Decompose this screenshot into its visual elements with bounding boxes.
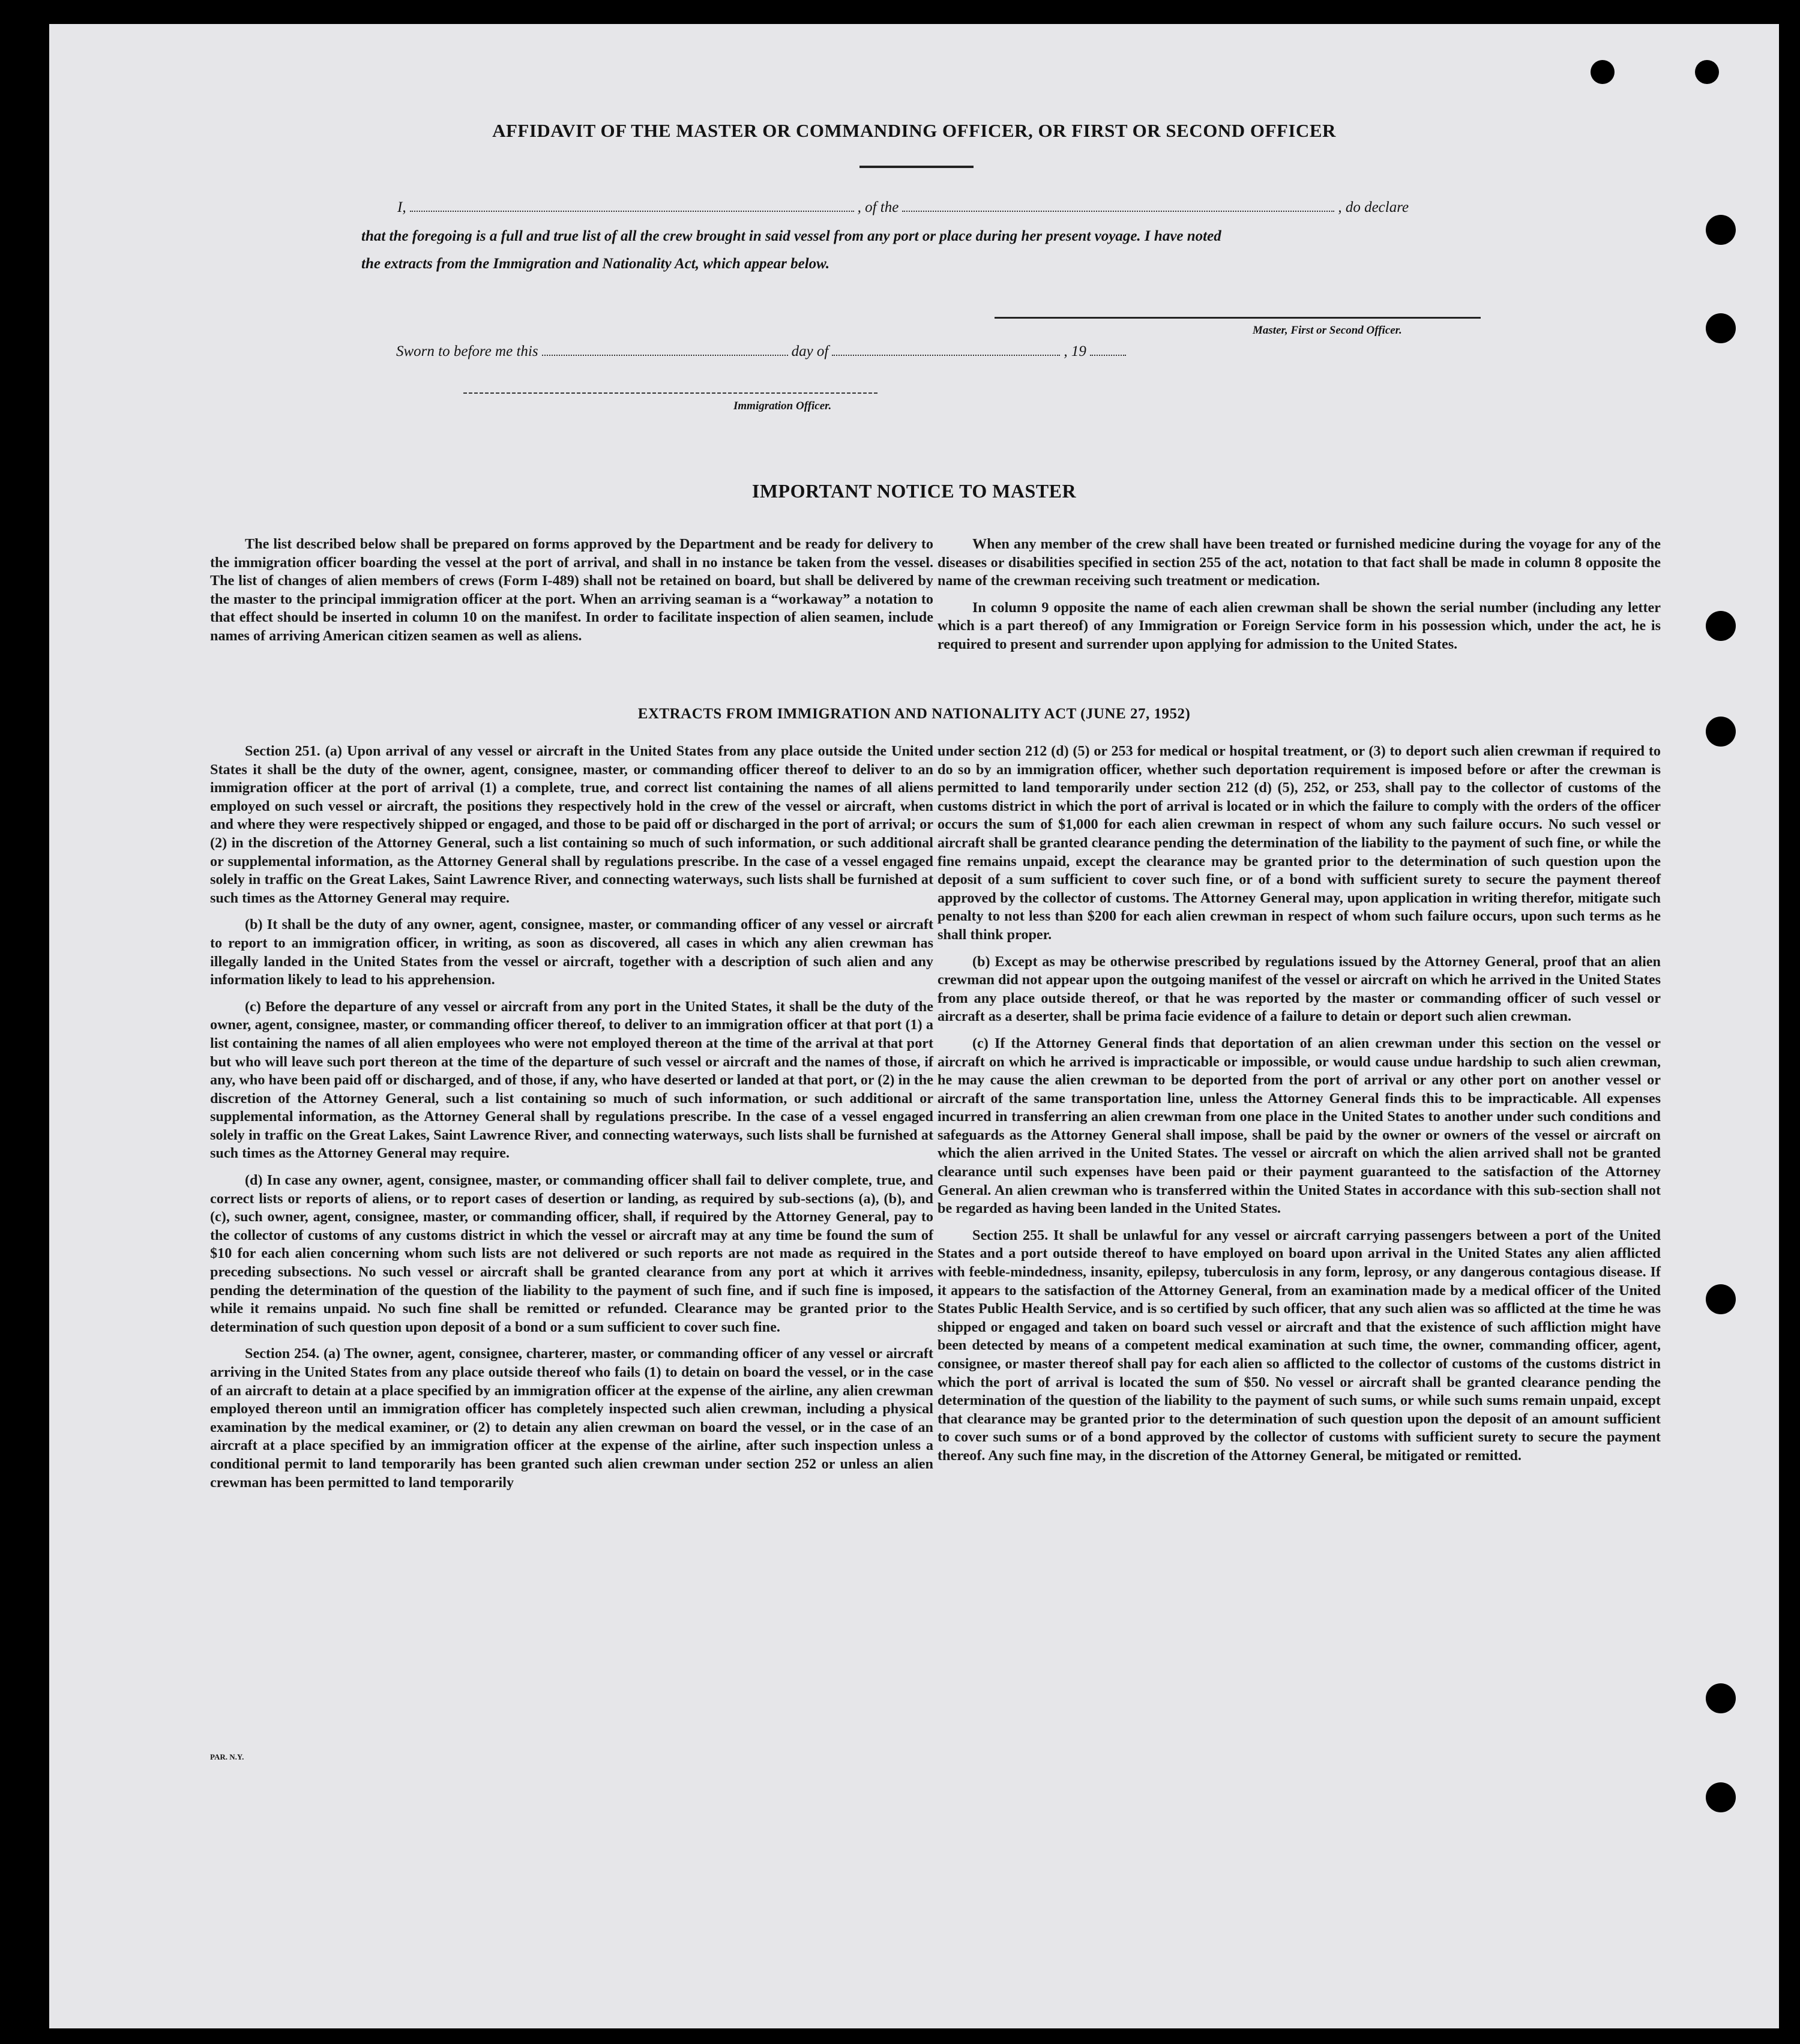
punch-hole (1706, 1683, 1736, 1713)
notice-right-column (938, 535, 1661, 663)
extracts-title: EXTRACTS FROM IMMIGRATION AND NATIONALITY ACT (JUNE 27, 1952) (637, 706, 1191, 722)
title-rule (859, 166, 974, 168)
punch-hole (1706, 611, 1736, 641)
sworn-start: Sworn to before me this (396, 343, 538, 359)
punch-hole (1695, 60, 1719, 84)
sworn-day-field[interactable] (542, 354, 788, 356)
extract-left-paragraph: Section 251. (a) Upon arrival of any vessel or aircraft in the United States from any place outside the United States it shall be the duty of the owner, agent, consignee, master, or commanding officer thereof to deliver to an immigration officer at the port of arrival (1) a complete, true, and correct list containing the names of all aliens employed on such vessel or aircraft, the positions they respectively hold in the crew of the vessel or aircraft, when and where they were respectively shipped or engaged, and those to be paid off or discharged in the port of arrival; or (2) in the discretion of the Attorney General, such a list containing so much of such information, or such additional or supplemental information, as the Attorney General shall by regulations prescribe. In the case of a vessel engaged solely in traffic on the Great Lakes, Saint Lawrence River, and connecting waterways, such lists shall be furnished at such times as the Attorney General may require. (210, 743, 933, 906)
punch-hole (1706, 1782, 1736, 1812)
line1-mid: , of the (857, 199, 899, 215)
affidavit-line-3: the extracts from the Immigration and Nationality Act, which appear below. (361, 256, 830, 272)
extract-left-paragraph: (c) Before the departure of any vessel or aircraft from any port in the United States, it shall be the duty of the owner, agent, consignee, master, or commanding officer thereof, to deliver to an immigration officer at that port (1) a list containing the names of all alien employees who were not employed thereon at the time of the arrival at that port but who will leave such port thereon at the time of the departure of such vessel or aircraft and the names of those, if any, who have been paid off or discharged, and of those, if any, who have deserted or landed at that port, or (2) in the discretion of the Attorney General, such a list containing so much of such information, or such additional or supplemental information, as the Attorney General shall by regulations prescribe. In the case of a vessel engaged solely in traffic on the Great Lakes, Saint Lawrence River, and connecting waterways, such lists shall be furnished at such times as the Attorney General may require. (210, 998, 933, 1162)
extract-right-paragraph: (b) Except as may be otherwise prescribed by regulations issued by the Attorney General, proof that an alien crewman did not appear upon the outgoing manifest of the vessel or aircraft on which he arrived in the United States from any place outside thereof, or that he was reported by the master or commanding officer of such vessel or aircraft as a deserter, shall be prima facie evidence of a failure to detain or deport such alien crewman. (938, 953, 1661, 1025)
extract-left-paragraph: (d) In case any owner, agent, consignee, master, or commanding officer shall fail to deliver complete, true, and correct lists or reports of aliens, or to report cases of desertion or landing, as required by sub-sections (a), (b), and (c), such owner, agent, consignee, master, or commanding officer, shall, if required by the Attorney General, pay to the collector of customs of any customs district in which the vessel or aircraft may at any time be found the sum of $10 for each alien concerning whom such lists are not delivered or such reports are not made as required in the preceding subsections. No such vessel or aircraft shall be granted clearance from any port at which it arrives pending the determination of the question of the liability to the payment of such fine, and if such fine is imposed, while it remains unpaid. No such fine shall be remitted or refunded. Clearance may be granted prior to the determination of such question upon deposit of a bond or a sum sufficient to cover such fine. (210, 1172, 933, 1335)
notice-left-column (210, 535, 933, 654)
affidavit-title: AFFIDAVIT OF THE MASTER OR COMMANDING OFFICER, OR FIRST OR SECOND OFFICER (492, 120, 1336, 141)
extract-right-paragraph: (c) If the Attorney General finds that deportation of an alien crewman under this section on the vessel or aircraft on which he arrived is impracticable or impossible, or would cause undue hardship to such alien crewman, he may cause the alien crewman to be deported from the port of arrival or any other port on another vessel or aircraft of the same transportation line, unless the Attorney General finds this to be impracticable. All expenses incurred in transferring an alien crewman from one place in the United States to another under such conditions and safeguards as the Attorney General shall impose, shall be paid by the owner or owners of the vessel or aircraft on which the alien arrived in the United States. The vessel or aircraft on which the alien arrived shall not be granted clearance until such expenses have been paid or their payment guaranteed to the satisfaction of the Attorney General. An alien crewman who is transferred within the United States in accordance with this sub-section shall not be regarded as having been landed in the United States. (938, 1035, 1661, 1217)
notice-title: IMPORTANT NOTICE TO MASTER (751, 480, 1077, 502)
name-blank-field[interactable] (410, 210, 854, 212)
extract-right-paragraph: under section 212 (d) (5) or 253 for medical or hospital treatment, or (3) to deport such alien crewman if required to do so by an immigration officer, whether such deportation requirement is imposed before or after the crewman is permitted to land temporarily under section 212 (d) (5), 252, or 253, shall pay to the collector of customs of the customs district in which the port of arrival is located or in which the failure to comply with the orders of the officer occurs the sum of $1,000 for each alien crewman in respect of whom any such failure occurs. No such vessel or aircraft shall be granted clearance pending the determination of the liability to the payment of such fine, or while the fine remains unpaid, except the clearance may be granted prior to the determination of such question upon the deposit of a sum sufficient to cover such fine, or of a bond with sufficient surety to secure the payment thereof approved by the collector of customs. The Attorney General may, upon application in writing therefor, mitigate such penalty to not less than $200 for each alien crewman in respect of whom such failure occurs, upon such terms as he shall think proper. (938, 743, 1661, 943)
sworn-line (396, 343, 1130, 360)
punch-hole (1706, 215, 1736, 245)
sworn-year-field[interactable] (1090, 354, 1126, 356)
notice-right-paragraph-2: In column 9 opposite the name of each alien crewman shall be shown the serial number (including any letter which is a part thereof) of any Immigration or Foreign Service form in his possession which, under the act, he is required to present and surrender upon applying for admission to the United States. (938, 599, 1661, 652)
sworn-mid: day of (791, 343, 829, 359)
affidavit-line-1 (397, 199, 1409, 216)
officer-signature-label: Immigration Officer. (733, 400, 832, 412)
extract-left-paragraph: Section 254. (a) The owner, agent, consignee, charterer, master, or commanding officer of any vessel or aircraft arriving in the United States from any place outside thereof who fails (1) to detain on board the vessel, or in the case of an aircraft to detain at a place specified by an immigration officer at the expense of the airline, any alien crewman employed thereon until an immigration officer has completely inspected such alien crewman, including a physical examination by the medical examiner, or (2) to detain any alien crewman on board the vessel, or in the case of an aircraft at a place specified by an immigration officer at the expense of the airline, after such inspection unless a conditional permit to land temporarily has been granted such alien crewman under section 252 or unless an alien crewman has been permitted to land temporarily (210, 1345, 933, 1491)
affidavit-line-2: that the foregoing is a full and true list of all the crew brought in said vessel from any port or place during her present voyage. I have noted (361, 228, 1221, 244)
vessel-blank-field[interactable] (902, 210, 1334, 212)
punch-hole (1591, 60, 1615, 84)
line1-start: I, (397, 199, 406, 215)
notice-left-paragraph: The list described below shall be prepared on forms approved by the Department and be ready for delivery to the immigration officer boarding the vessel at the port of arrival, and shall in no instance be taken from the vessel. The list of changes of alien members of crews (Form I-489) shall not be retained on board, but shall be delivered by the master to the principal immigration officer at the port. When an arriving seaman is a “workaway” a notation to that effect should be inserted in column 10 on the manifest. In order to facilitate inspection of alien seamen, include names of arriving American citizen seamen as well as aliens. (210, 536, 933, 644)
document-page (49, 24, 1779, 2028)
master-signature-label: Master, First or Second Officer. (1253, 324, 1402, 337)
master-signature-line[interactable] (995, 317, 1481, 319)
printer-mark: PAR. N.Y. (210, 1752, 244, 1761)
extracts-left-column (210, 742, 933, 1500)
sworn-end: , 19 (1064, 343, 1086, 359)
extract-right-paragraph: Section 255. It shall be unlawful for any vessel or aircraft carrying passengers between a port of the United States and a port outside thereof to have employed on board upon arrival in the United States any alien afflicted with feeble-mindedness, insanity, epilepsy, tuberculosis in any form, leprosy, or any dangerous contagious disease. If it appears to the satisfaction of the Attorney General, from an examination made by a medical officer of the United States Public Health Service, and is so certified by such officer, that any such alien was so afflicted at the time he was shipped or engaged and taken on board such vessel or aircraft and that the existence of such affliction might have been detected by means of a competent medical examination at such time, the owner, commanding officer, agent, consignee, or master thereof shall pay for each alien so afflicted to the collector of customs of the customs district in which the port of arrival is located the sum of $50. No vessel or aircraft shall be granted clearance pending the determination of the question of the liability to the payment of such sums, or while such sums remain unpaid, except that clearance may be granted prior to the determination of such question upon the deposit of an amount sufficient to cover such sums or of a bond approved by the collector of customs with sufficient surety to secure the payment thereof. Any such fine may, in the discretion of the Attorney General, be mitigated or remitted. (938, 1227, 1661, 1464)
sworn-month-field[interactable] (832, 354, 1060, 356)
notice-right-paragraph-1: When any member of the crew shall have been treated or furnished medicine during the voyage for any of the diseases or disabilities specified in section 255 of the act, notation to that fact shall be made in column 8 opposite the name of the crewman receiving such treatment or medication. (938, 536, 1661, 589)
punch-hole (1706, 313, 1736, 343)
extract-left-paragraph: (b) It shall be the duty of any owner, agent, consignee, master, or commanding officer of any vessel or aircraft to report to an immigration officer, in writing, as soon as discovered, all cases in which any alien crewman has illegally landed in the United States from the vessel or aircraft, together with a description of such alien and any information likely to lead to his apprehension. (210, 916, 933, 988)
punch-hole (1706, 717, 1736, 747)
officer-signature-line[interactable] (463, 392, 877, 394)
extracts-right-column (938, 742, 1661, 1474)
line1-end: , do declare (1338, 199, 1409, 215)
punch-hole (1706, 1284, 1736, 1314)
